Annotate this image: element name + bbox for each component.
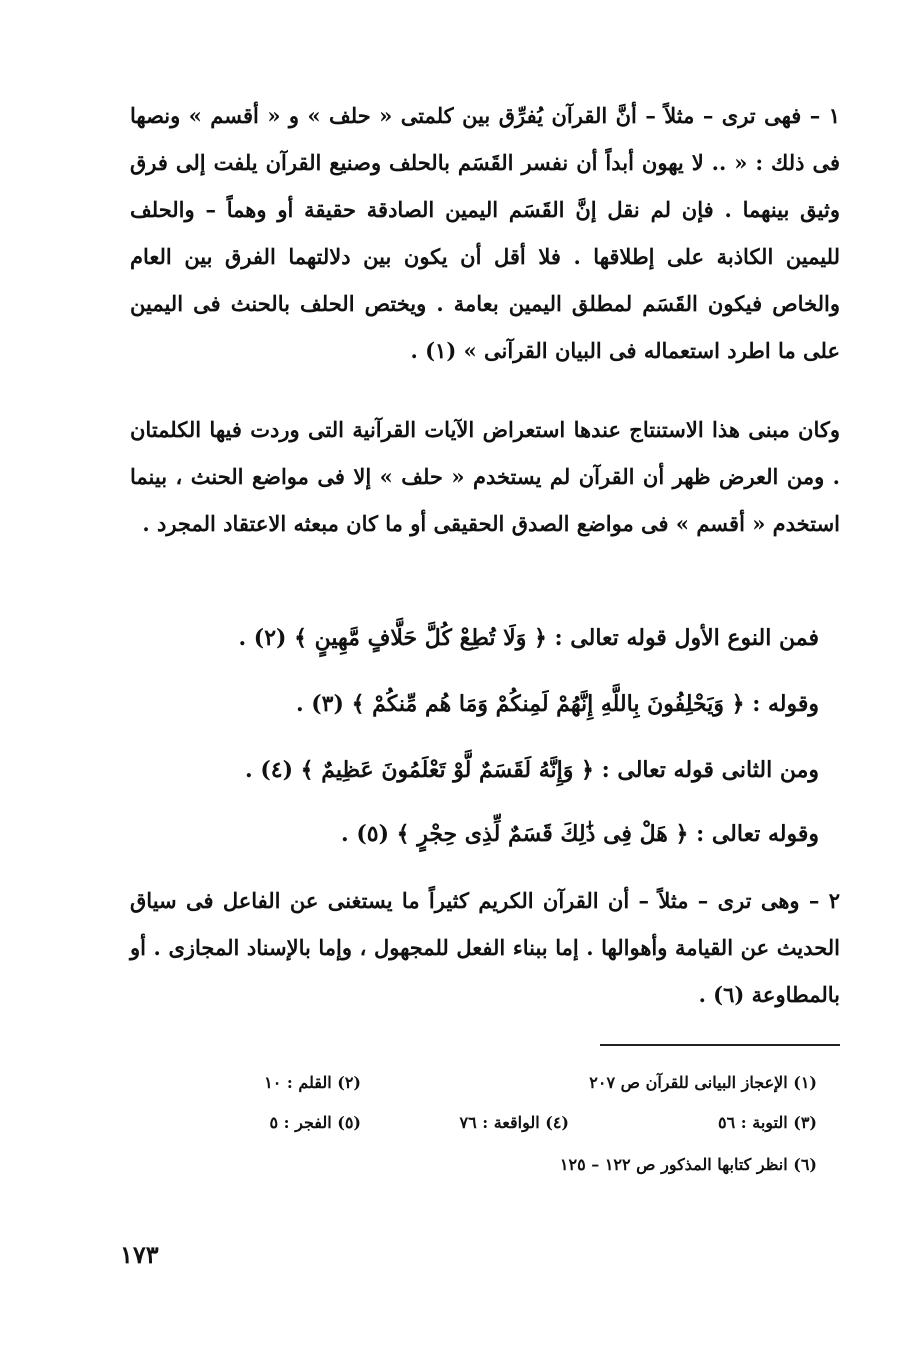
verse-line-3: ومن الثانى قوله تعالى : ﴿ وَإِنَّهُ لَقَسَمٌ لَّوْ تَعْلَمُونَ عَظِيمٌ ﴾ (٤) . — [245, 757, 819, 783]
paragraph-3: ٢ – وهى ترى – مثلاً – أن القرآن الكريم كثيراً ما يستغنى عن الفاعل فى سياق الحديث عن القيامة وأهوالها . إما ببناء الفعل للمجهول ، وإما بالإسناد المجازى . أو بالمطاوعة (٦) . — [130, 888, 840, 1007]
footnote-2: (٢) القلم : ١٠ — [264, 1073, 361, 1092]
paragraph-2: وكان مبنى هذا الاستنتاج عندها استعراض الآيات القرآنية التى وردت فيها الكلمتان . ومن العرض ظهر أن القرآن لم يستخدم « حلف » إلا فى مواضع الحنث ، بينما استخدم « أقسم » فى مواضع الصدق الحقيقى أو ما كان مبعثه الاعتقاد المجرد . — [130, 417, 840, 536]
verse-line-2: وقوله : ﴿ وَيَحْلِفُونَ بِاللَّهِ إِنَّهُمْ لَمِنكُمْ وَمَا هُم مِّنكُمْ ﴾ (٣) . — [295, 691, 819, 717]
verse-line-4: وقوله تعالى : ﴿ هَلْ فِى ذَٰلِكَ قَسَمٌ لِّذِى حِجْرٍ ﴾ (٥) . — [341, 821, 819, 847]
footnote-1: (١) الإعجاز البيانى للقرآن ص ٢٠٧ — [589, 1073, 817, 1092]
paragraph-1: ١ – فهى ترى – مثلاً – أنَّ القرآن يُفرِّق بين كلمتى « حلف » و « أقسم » ونصها فى ذلك : « .. لا يهون أبداً أن نفسر القَسَم بالحلف وصنيع القرآن يلفت إلى فرق وثيق بينهما . فإن لم نقل إنَّ القَسَم اليمين الصادقة حقيقة أو وهماً – والحلف لليمين الكاذبة على إطلاقها . فلا أقل أن يكون بين دلالتهما الفرق بين العام والخاص فيكون القَسَم لمطلق اليمين بعامة . ويختص الحلف بالحنث فى اليمين على ما اطرد استعماله فى البيان القرآنى » (١) . — [130, 103, 840, 363]
footnote-5: (٥) الفجر : ٥ — [269, 1113, 361, 1132]
verse-line-1: فمن النوع الأول قوله تعالى : ﴿ وَلَا تُطِعْ كُلَّ حَلَّافٍ مَّهِينٍ ﴾ (٢) . — [238, 625, 819, 651]
footnote-6: (٦) انظر كتابها المذكور ص ١٢٢ – ١٢٥ — [559, 1155, 817, 1174]
footnote-3: (٣) التوبة : ٥٦ — [718, 1113, 817, 1132]
footnote-divider — [600, 1044, 840, 1046]
footnote-4: (٤) الواقعة : ٧٦ — [459, 1113, 569, 1132]
page-number: ١٧٣ — [120, 1240, 159, 1269]
